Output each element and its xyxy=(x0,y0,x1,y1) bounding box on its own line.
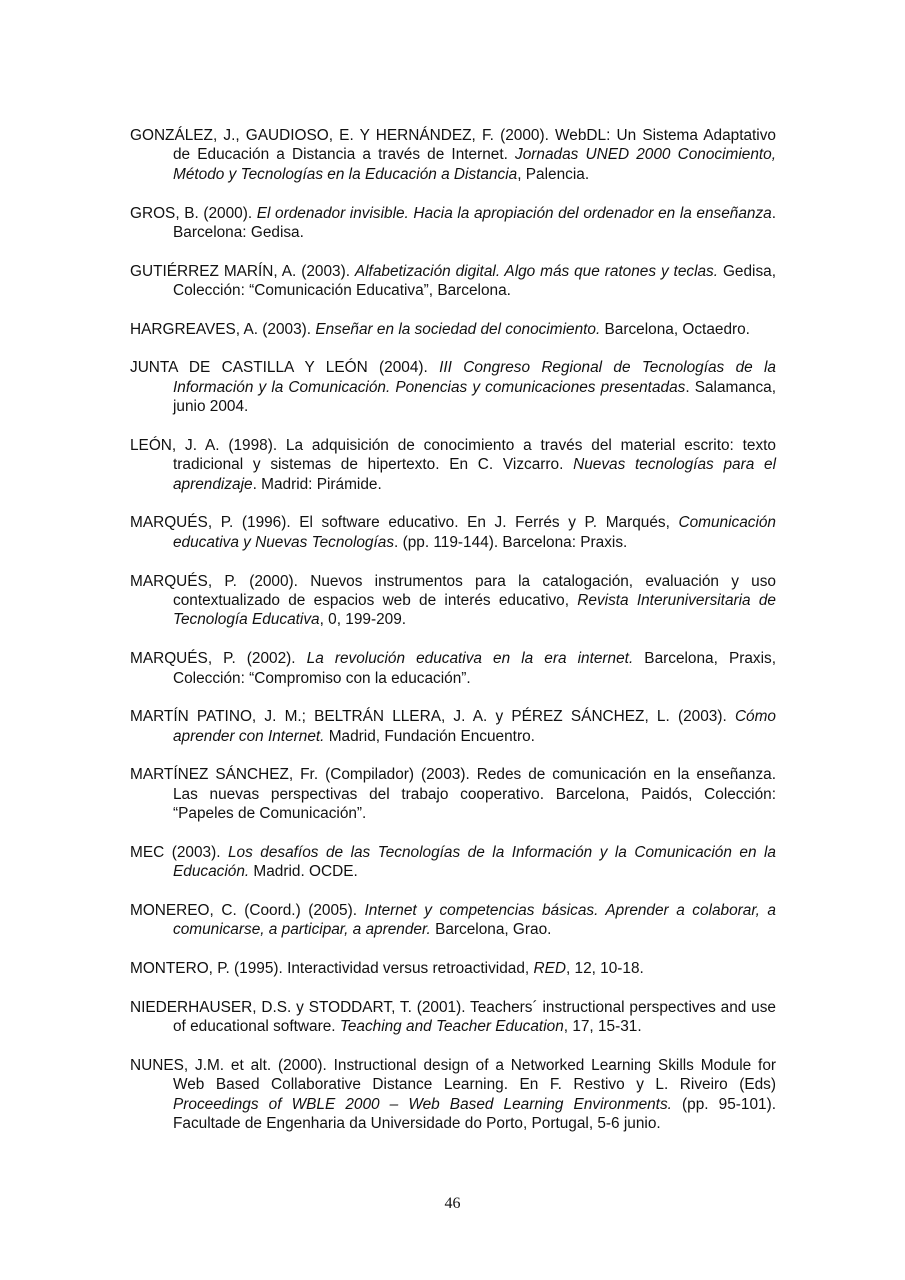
reference-text: GUTIÉRREZ MARÍN, A. (2003). xyxy=(130,262,355,280)
reference-text: MEC (2003). xyxy=(130,843,228,861)
reference-text: MARQUÉS, P. (2002). xyxy=(130,650,307,668)
reference-title: Proceedings of WBLE 2000 – Web Based Learning Environments. xyxy=(173,1095,672,1113)
reference-title: Nuevas tecnologías para el aprendizaje xyxy=(173,456,777,493)
reference-text: MARQUÉS, P. (2000). Nuevos instrumentos para la catalogación, evaluación y uso contextualizado de espacios web de interés educativo, xyxy=(130,572,776,609)
reference-entry xyxy=(130,649,776,688)
reference-entry xyxy=(130,513,776,552)
reference-text: , 17, 15-31. xyxy=(563,1018,642,1036)
reference-entry xyxy=(130,998,776,1037)
reference-text: . Salamanca, junio 2004. xyxy=(173,378,776,416)
reference-entry xyxy=(130,204,776,243)
reference-text: HARGREAVES, A. (2003). xyxy=(130,320,316,338)
reference-text: MONTERO, P. (1995). Interactividad versus retroactividad, xyxy=(130,960,534,978)
reference-text: . Madrid: Pirámide. xyxy=(252,475,382,493)
reference-text: Madrid. OCDE. xyxy=(249,863,358,881)
reference-text: Barcelona, Praxis, Colección: “Compromiso con la educación”. xyxy=(173,650,777,687)
reference-entry xyxy=(130,126,776,184)
reference-text: (pp. 95-101). Facultade de Engenharia da Universidade do Porto, Portugal, 5-6 junio. xyxy=(173,1095,776,1133)
reference-title: III Congreso Regional de Tecnologías de la Información y la Comunicación. Ponencias y comunicaciones presentadas xyxy=(173,359,776,396)
reference-text: MARTÍNEZ SÁNCHEZ, Fr. (Compilador) (2003). Redes de comunicación en la enseñanza. Las nuevas perspectivas del trabajo cooperativo. Barcelona, Paidós, Colección: “Papeles de Comunicación”. xyxy=(130,766,776,823)
reference-text: Barcelona, Grao. xyxy=(430,921,552,939)
reference-text: Gedisa, Colección: “Comunicación Educativa”, Barcelona. xyxy=(173,262,776,300)
reference-text: NUNES, J.M. et alt. (2000). Instructional design of a Networked Learning Skills Module for Web Based Collaborative Distance Learning. En F. Restivo y L. Riveiro (Eds) xyxy=(130,1056,776,1094)
reference-entry xyxy=(130,959,776,978)
reference-entry xyxy=(130,436,776,494)
reference-title: El ordenador invisible. Hacia la apropiación del ordenador en la enseñanza xyxy=(256,204,772,222)
page-number: 46 xyxy=(444,1195,461,1212)
reference-text: NIEDERHAUSER, D.S. y STODDART, T. (2001). Teachers´ instructional perspectives and use of educational software. xyxy=(130,998,776,1036)
reference-text: Madrid, Fundación Encuentro. xyxy=(324,727,535,745)
reference-text: , 0, 199-209. xyxy=(319,611,407,629)
reference-title: La revolución educativa en la era internet. xyxy=(306,650,634,668)
reference-title: Cómo aprender con Internet. xyxy=(173,708,776,745)
reference-text: , 12, 10-18. xyxy=(565,960,644,978)
reference-title: Enseñar en la sociedad del conocimiento. xyxy=(315,320,601,338)
reference-text: Barcelona, Octaedro. xyxy=(600,320,750,338)
reference-text: . (pp. 119-144). Barcelona: Praxis. xyxy=(394,533,628,551)
reference-text: MARTÍN PATINO, J. M.; BELTRÁN LLERA, J. A. y PÉREZ SÁNCHEZ, L. (2003). xyxy=(130,708,735,726)
reference-title: Los desafíos de las Tecnologías de la Información y la Comunicación en la Educación. xyxy=(173,843,776,881)
reference-text: GONZÁLEZ, J., GAUDIOSO, E. Y HERNÁNDEZ, F. (2000). WebDL: Un Sistema Adaptativo de Educación a Distancia a través de Internet. xyxy=(130,127,776,164)
reference-entry xyxy=(130,843,776,882)
reference-text: JUNTA DE CASTILLA Y LEÓN (2004). xyxy=(130,359,440,377)
reference-entry xyxy=(130,572,776,630)
reference-entry xyxy=(130,262,776,301)
reference-title: RED xyxy=(533,960,566,978)
reference-title: Internet y competencias básicas. Aprender a colaborar, a comunicarse, a participar, a aprender. xyxy=(173,901,776,939)
reference-text: MONEREO, C. (Coord.) (2005). xyxy=(130,901,365,919)
reference-entry xyxy=(130,901,776,940)
reference-entry xyxy=(130,707,776,746)
reference-entry xyxy=(130,358,776,416)
reference-text: , Palencia. xyxy=(517,165,590,183)
reference-entry xyxy=(130,320,776,339)
reference-entry xyxy=(130,765,776,823)
reference-entry xyxy=(130,1056,776,1134)
reference-title: Comunicación educativa y Nuevas Tecnologías xyxy=(173,514,776,551)
reference-title: Teaching and Teacher Education xyxy=(339,1018,564,1036)
reference-text: LEÓN, J. A. (1998). La adquisición de conocimiento a través del material escrito: texto tradicional y sistemas de hipertexto. En C. Vizcarro. xyxy=(130,436,776,474)
reference-list xyxy=(130,126,776,1153)
reference-text: MARQUÉS, P. (1996). El software educativo. En J. Ferrés y P. Marqués, xyxy=(130,514,679,532)
reference-text: . Barcelona: Gedisa. xyxy=(173,204,776,241)
reference-title: Alfabetización digital. Algo más que ratones y teclas. xyxy=(354,262,719,280)
reference-text: GROS, B. (2000). xyxy=(130,204,257,222)
reference-title: Jornadas UNED 2000 Conocimiento, Método y Tecnologías en la Educación a Distancia xyxy=(173,146,776,183)
reference-title: Revista Interuniversitaria de Tecnología Educativa xyxy=(173,591,776,629)
